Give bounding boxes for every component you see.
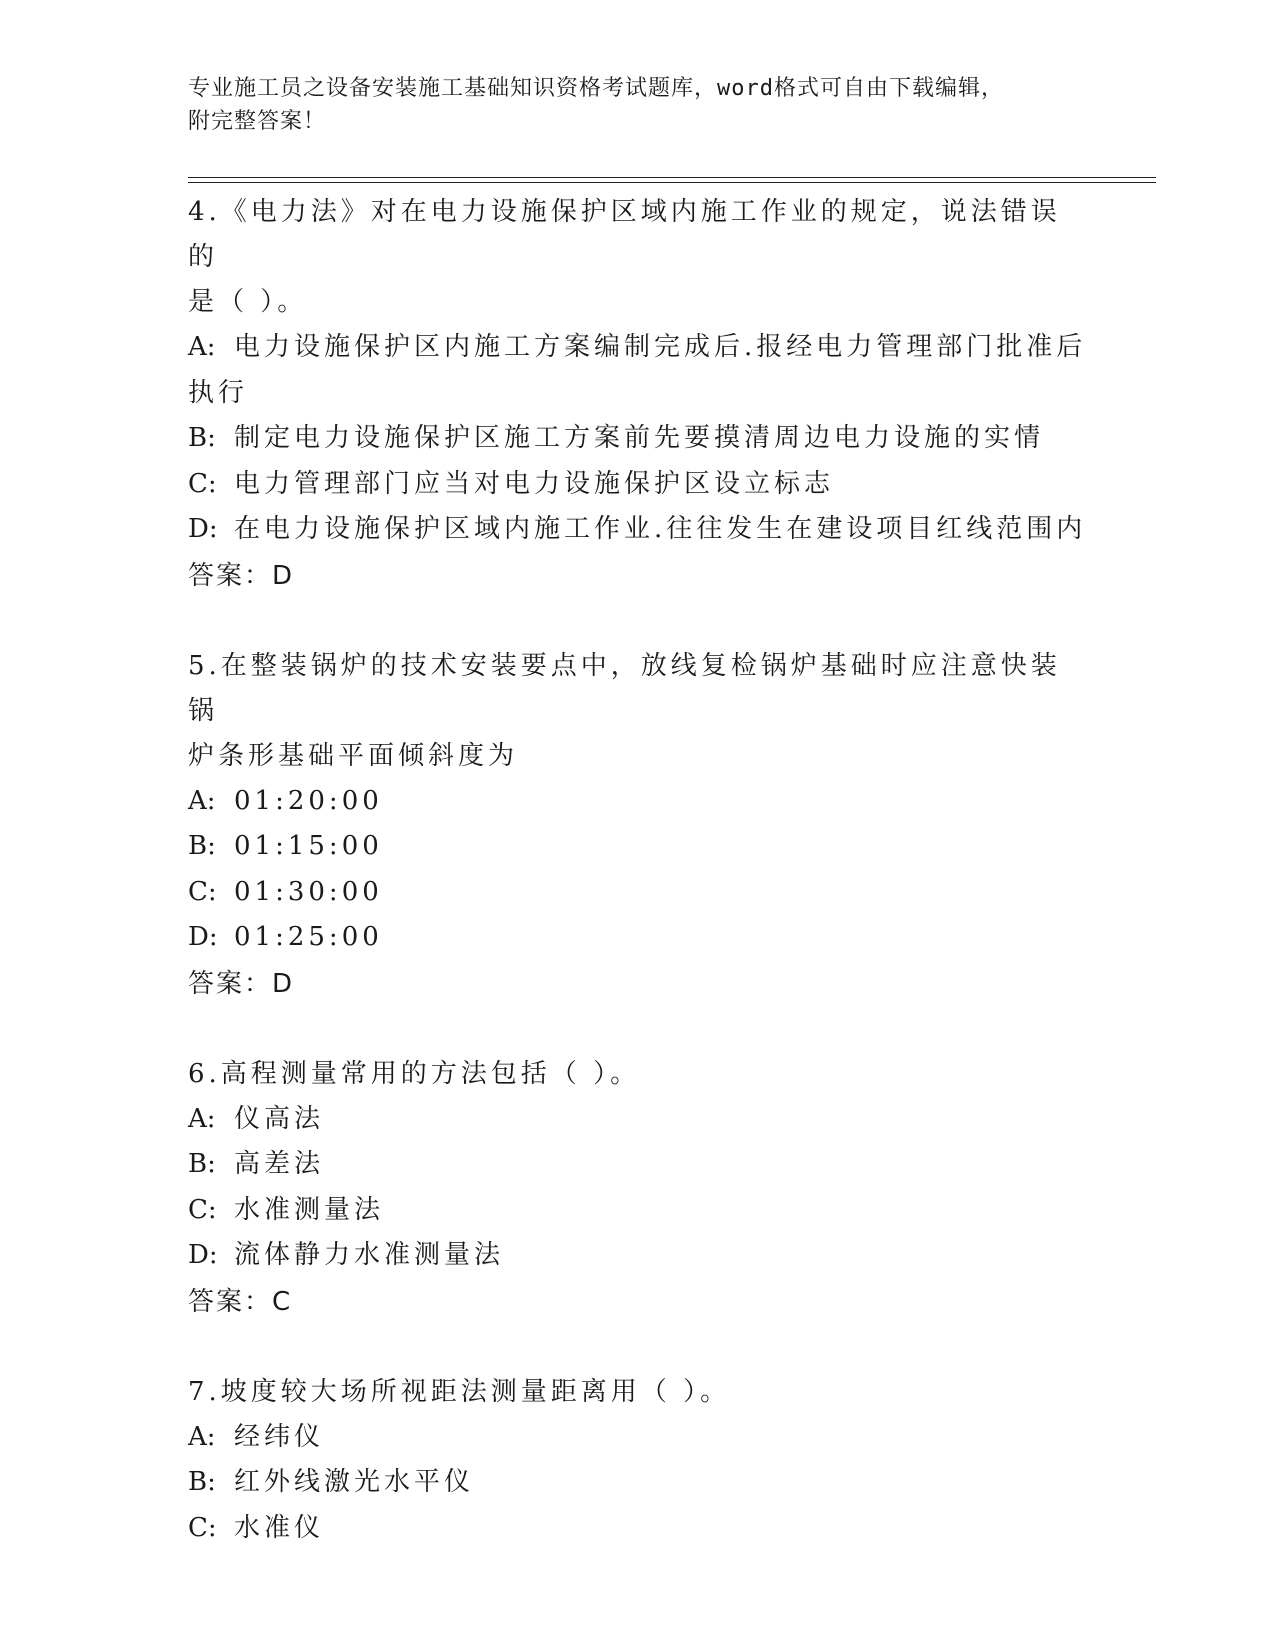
question-stem: [188, 1052, 1068, 1097]
question-stem-line: 7.坡度较大场所视距法测量距离用（ ）。: [188, 1376, 731, 1407]
option-key: A:: [188, 332, 216, 362]
option-key: D:: [188, 922, 218, 952]
option-d: [188, 507, 1088, 553]
option-b: [188, 1142, 1088, 1188]
header-line-1: 专业施工员之设备安装施工基础知识资格考试题库，word格式可自由下载编辑，: [188, 76, 1004, 101]
question-stem-line: 6.高程测量常用的方法包括（ ）。: [188, 1058, 641, 1089]
option-text: 01:25:00: [234, 922, 383, 952]
option-b: [188, 1460, 1088, 1506]
option-d: [188, 1233, 1088, 1279]
option-text: 高差法: [234, 1149, 325, 1179]
option-text: 仪高法: [234, 1103, 325, 1134]
question-stem-line: 4.《电力法》对在电力设施保护区域内施工作业的规定，说法错误的: [188, 197, 1061, 272]
option-d: [188, 915, 1088, 961]
option-key: B:: [188, 1467, 216, 1497]
answer-label: 答案：D: [188, 968, 295, 999]
header-divider-top: [188, 177, 1156, 178]
spacer: [188, 1007, 1088, 1052]
header-divider-bottom: [188, 182, 1156, 183]
option-text: 经纬仪: [234, 1421, 325, 1452]
option-text: 01:15:00: [234, 831, 383, 861]
spacer: [188, 599, 1088, 644]
option-c: [188, 1506, 1088, 1552]
question-stem-line: 5.在整装锅炉的技术安装要点中，放线复检锅炉基础时应注意快装锅: [188, 650, 1061, 726]
option-a: [188, 779, 1088, 825]
option-a-continued: [188, 371, 1088, 417]
question-stem: [188, 644, 1068, 779]
option-text: 红外线激光水平仪: [234, 1467, 475, 1497]
option-c: [188, 870, 1088, 916]
option-text: 执行: [188, 377, 249, 408]
option-a: [188, 1415, 1088, 1461]
question-7: [188, 1370, 1088, 1552]
question-4: [188, 190, 1088, 599]
question-5: [188, 644, 1088, 1007]
option-text: 流体静力水准测量法: [234, 1240, 505, 1270]
question-stem-line: 是（ ）。: [188, 287, 308, 317]
option-c: [188, 1188, 1088, 1234]
option-text: 制定电力设施保护区施工方案前先要摸清周边电力设施的实情: [234, 423, 1045, 453]
option-key: C:: [188, 468, 217, 499]
answer-label: 答案：D: [188, 560, 295, 591]
option-a: [188, 1097, 1088, 1143]
question-6: [188, 1052, 1088, 1325]
option-key: A:: [188, 785, 216, 816]
option-a: [188, 325, 1088, 371]
option-b: [188, 416, 1088, 462]
document-header: [188, 72, 1068, 138]
question-stem-line: 炉条形基础平面倾斜度为: [188, 740, 519, 771]
option-key: D:: [188, 1240, 218, 1270]
option-key: B:: [188, 831, 216, 861]
option-text: 水准仪: [234, 1512, 325, 1543]
option-key: B:: [188, 423, 216, 453]
question-stem: [188, 1370, 1068, 1415]
spacer: [188, 1325, 1088, 1370]
question-stem: [188, 190, 1068, 325]
option-text: 在电力设施保护区域内施工作业.往往发生在建设项目红线范围内: [234, 514, 1087, 544]
option-c: [188, 462, 1088, 508]
option-text: 01:30:00: [234, 876, 383, 907]
option-key: D:: [188, 514, 218, 544]
option-key: C:: [188, 876, 217, 907]
option-text: 水准测量法: [234, 1194, 385, 1225]
option-key: A:: [188, 1421, 216, 1452]
option-key: B:: [188, 1149, 216, 1179]
option-b: [188, 824, 1088, 870]
option-text: 01:20:00: [234, 785, 383, 816]
option-key: A:: [188, 1103, 216, 1134]
option-text: 电力管理部门应当对电力设施保护区设立标志: [234, 468, 835, 499]
header-line-2: 附完整答案！: [188, 109, 327, 134]
option-key: C:: [188, 1512, 217, 1543]
question-list: [188, 190, 1088, 1551]
answer-label: 答案：C: [188, 1286, 293, 1317]
option-text: 电力设施保护区内施工方案编制完成后.报经电力管理部门批准后: [234, 332, 1087, 362]
option-key: C:: [188, 1194, 217, 1225]
